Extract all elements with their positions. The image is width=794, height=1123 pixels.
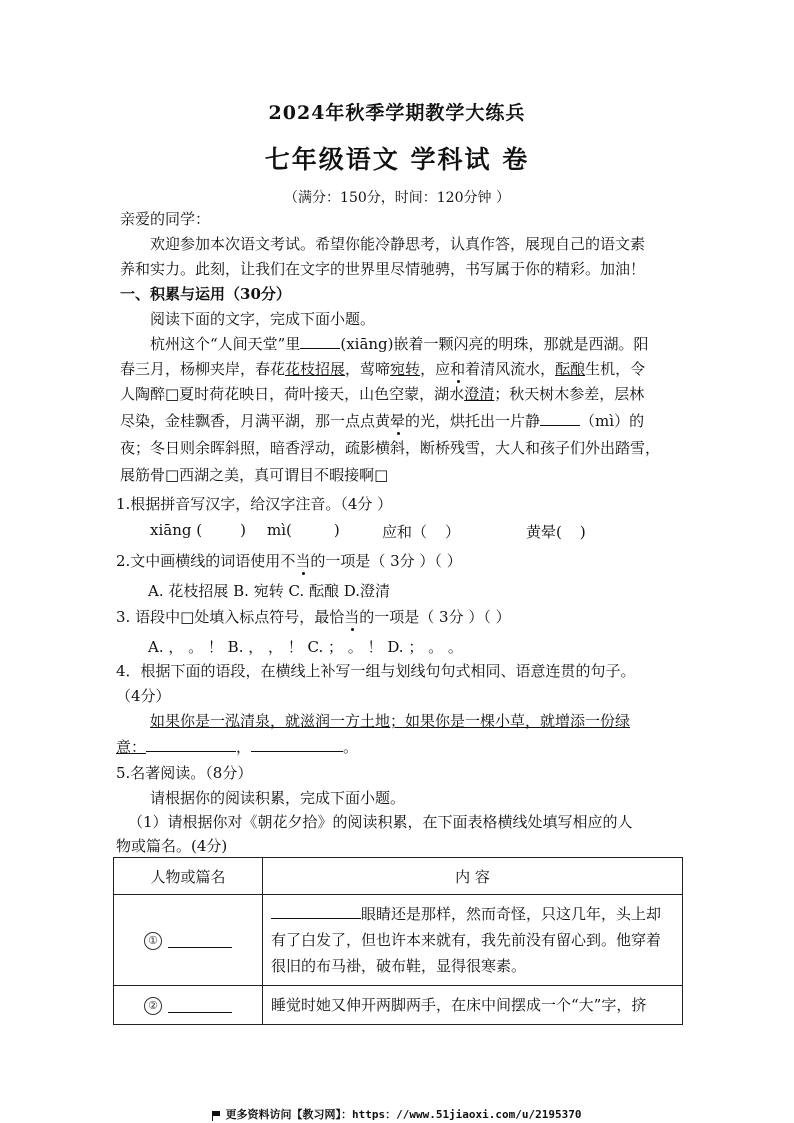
q4-score: （4分） [116, 687, 171, 705]
table-row [114, 986, 683, 1025]
pinyin-blank[interactable] [300, 334, 340, 349]
q3-options: A. ， 。 ！ B. ， ， ！ C. ； 。 ！ D. ； 。 。 [148, 638, 463, 656]
exam-title: 2024年秋季学期教学大练兵 [268, 102, 526, 124]
q4-blank-2[interactable] [251, 737, 343, 752]
footer-link[interactable]: 更多资料访问【教习网】：https：//www.51jiaoxi.com/u/2195370 [0, 1106, 794, 1122]
q1-answer-b: mì( ) [267, 521, 340, 539]
exam-subtitle: 七年级语文 学科试 卷 [264, 145, 530, 174]
section-heading: 一、积累与运用（30分） [120, 285, 291, 303]
passage-line-5: 夜；冬日则余晖斜照，暗香浮动，疏影横斜，断桥残雪，大人和孩子们外出踏雪， [120, 439, 661, 457]
q5-instruction: 请根据你的阅读积累，完成下面小题。 [150, 789, 406, 807]
table-row [114, 895, 683, 986]
q2-options: A. 花枝招展 B. 宛转 C. 酝酿 D.澄清 [148, 582, 390, 600]
name-blank[interactable] [168, 998, 232, 1013]
question-3: 3. 语段中□处填入标点符号，最恰当的一项是（ 3分 ）（ ） [116, 608, 511, 626]
passage-line-3: 人陶醉□夏时荷花映日，荷叶接天，山色空蒙，湖水澄清；秋天树木参差，层林 [120, 385, 645, 403]
q5-sub1: （1）请根据你对《朝花夕拾》的阅读积累，在下面表格横线处填写相应的人 [128, 813, 633, 831]
table-header-name: 人物或篇名 [114, 858, 263, 895]
q4-answer-line: 意： ， 。 [116, 738, 359, 756]
table-cell-content: 眼睛还是那样，然而奇怪，只这几年，头上却有了白发了，但也许本来就有，我先前没有留心到。他穿着很旧的布马褂，破布鞋，显得很寒素。 [263, 895, 683, 986]
table-header-row [114, 858, 683, 895]
section-instruction: 阅读下面的文字，完成下面小题。 [150, 310, 376, 328]
question-5: 5.名著阅读。（8分） [116, 764, 253, 782]
q5-sub1-cont: 物或篇名。(4分) [116, 837, 228, 855]
intro-line-2: 养和实力。此刻，让我们在文字的世界里尽情驰骋，书写属于你的精彩。加油！ [120, 260, 646, 278]
pinyin-blank[interactable] [540, 411, 580, 426]
flag-icon [212, 1111, 221, 1120]
question-2: 2.文中画横线的词语使用不当的一项是（ 3分 ）（ ） [116, 552, 462, 570]
q4-example-sentence: 如果你是一泓清泉，就滋润一方土地；如果你是一棵小草，就增添一份绿 [150, 712, 631, 730]
q4-blank-1[interactable] [146, 737, 236, 752]
table-header-content: 内 容 [263, 858, 683, 895]
passage-line-4: 尽染，金桂飘香，月满平湖，那一点点黄晕的光，烘托出一片静 （mì）的 [120, 412, 645, 430]
intro-line-1: 欢迎参加本次语文考试。希望你能冷静思考，认真作答，展现自己的语文素 [150, 235, 646, 253]
name-blank[interactable] [168, 933, 232, 948]
greeting: 亲爱的同学： [120, 210, 211, 228]
table-cell-content: 睡觉时她又伸开两脚两手，在床中间摆成一个“大”字，挤 [263, 986, 683, 1025]
reading-table [113, 857, 683, 1025]
table-cell-name: ② [114, 986, 263, 1025]
q1-answer-c: 应和（ ） [382, 523, 461, 541]
question-4: 4．根据下面的语段，在横线上补写一组与划线句句式相同、语意连贯的句子。 [116, 662, 636, 680]
table-cell-name: ① [114, 895, 263, 986]
q1-answer-d: 黄晕( ) [526, 523, 586, 541]
q1-answer-a: xiāng ( ) [150, 521, 246, 539]
exam-info: （满分：150分，时间：120分钟 ） [284, 190, 510, 206]
passage-line-6: 展筋骨□西湖之美，真可谓目不暇接啊□ [120, 466, 389, 484]
passage-line-1: 杭州这个“人间天堂”里 (xiāng)嵌着一颗闪亮的明珠，那就是西湖。阳 [150, 335, 649, 353]
content-blank[interactable] [271, 904, 361, 919]
passage-line-2: 春三月，杨柳夹岸，春花花枝招展，莺啼宛转，应和着清风流水，酝酿生机，令 [120, 360, 646, 378]
question-1: 1.根据拼音写汉字，给汉字注音。（4分 ） [116, 495, 393, 513]
